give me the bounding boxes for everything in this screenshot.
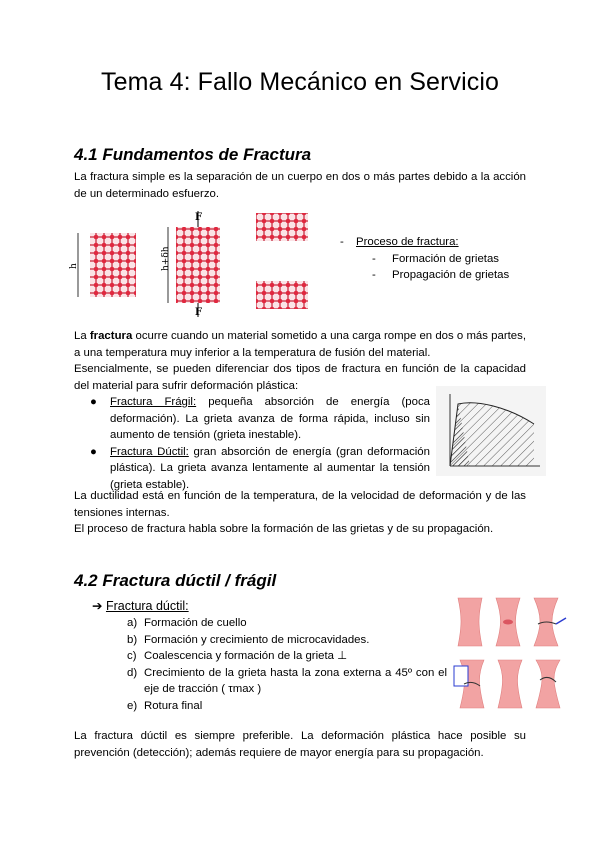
- process-list: - Proceso de fractura: - Formación de grietas - Propagación de grietas: [340, 236, 510, 281]
- label-f-top: F: [195, 212, 203, 223]
- section-heading-fundamentos: 4.1 Fundamentos de Fractura: [74, 145, 312, 164]
- list-item: c) Coalescencia y formación de la grieta ⊥: [127, 650, 348, 662]
- ductile-steps-list: [127, 615, 447, 714]
- arrow-icon: ➔: [92, 599, 103, 613]
- types-intro: Esencialmente, se pueden diferenciar dos tipos de fractura en función de la capacidad del material para sufrir deformación plástica:: [74, 363, 526, 392]
- ductile-preferable-paragraph: La fractura dúctil es siempre preferible. La deformación plástica hace posible su prevención (detección); además requiere de mayor energía para su propagación.: [74, 730, 526, 759]
- label-h: h: [69, 263, 79, 269]
- fracture-types-list: [86, 394, 430, 493]
- lattice-figure: [68, 209, 328, 319]
- ductile-fracture-figure: [452, 596, 570, 718]
- list-item: e) Rotura final: [127, 699, 203, 712]
- section-heading-ductil-fragil: 4.2 Fractura dúctil / frágil: [74, 571, 277, 590]
- fractura-definition: La fractura ocurre cuando un material sometido a una carga rompe en dos o más partes, a una temperatura muy inferior a la temperatura de fusión del material.: [74, 330, 526, 359]
- process-item: Propagación de grietas: [392, 269, 510, 281]
- list-item: a) Formación de cuello: [127, 617, 247, 629]
- stress-strain-graph: [436, 386, 546, 476]
- process-paragraph: El proceso de fractura habla sobre la formación de las grietas y de su propagación.: [74, 523, 494, 535]
- list-item: ● Fractura Frágil: pequeña absorción de energía (poca deformación). La grieta avanza de forma rápida, incluso sin aumento de tensión (grieta inestable).: [90, 396, 430, 441]
- list-item: ● Fractura Dúctil: gran absorción de energía (gran deformación plástica). La grieta avanza lentamente al aumentar la tensión (grieta estable).: [90, 445, 430, 491]
- list-item: d) Crecimiento de la grieta hasta la zona externa a 45º con el eje de tracción ( τmax ): [127, 666, 447, 695]
- intro-paragraph: La fractura simple es la separación de un cuerpo en dos o más partes debido a la acción de un determinado esfuerzo.: [74, 171, 526, 200]
- page-title: Tema 4: Fallo Mecánico en Servicio: [100, 68, 500, 96]
- label-hdh: h+δh: [161, 246, 171, 271]
- ductile-heading-item: ➔ Fractura dúctil:: [92, 599, 189, 613]
- list-item: b) Formación y crecimiento de microcavidades.: [127, 633, 370, 646]
- ductility-paragraph: La ductilidad está en función de la temperatura, de la velocidad de deformación y de las tensiones internas.: [74, 490, 526, 519]
- process-item: Formación de grietas: [392, 252, 499, 265]
- process-title: Proceso de fractura:: [356, 236, 459, 248]
- stress-strain-figure: [436, 386, 546, 476]
- lattice-illustration: [68, 209, 328, 319]
- label-f-bottom: F: [195, 307, 203, 318]
- necking-stages-illustration: [452, 596, 570, 718]
